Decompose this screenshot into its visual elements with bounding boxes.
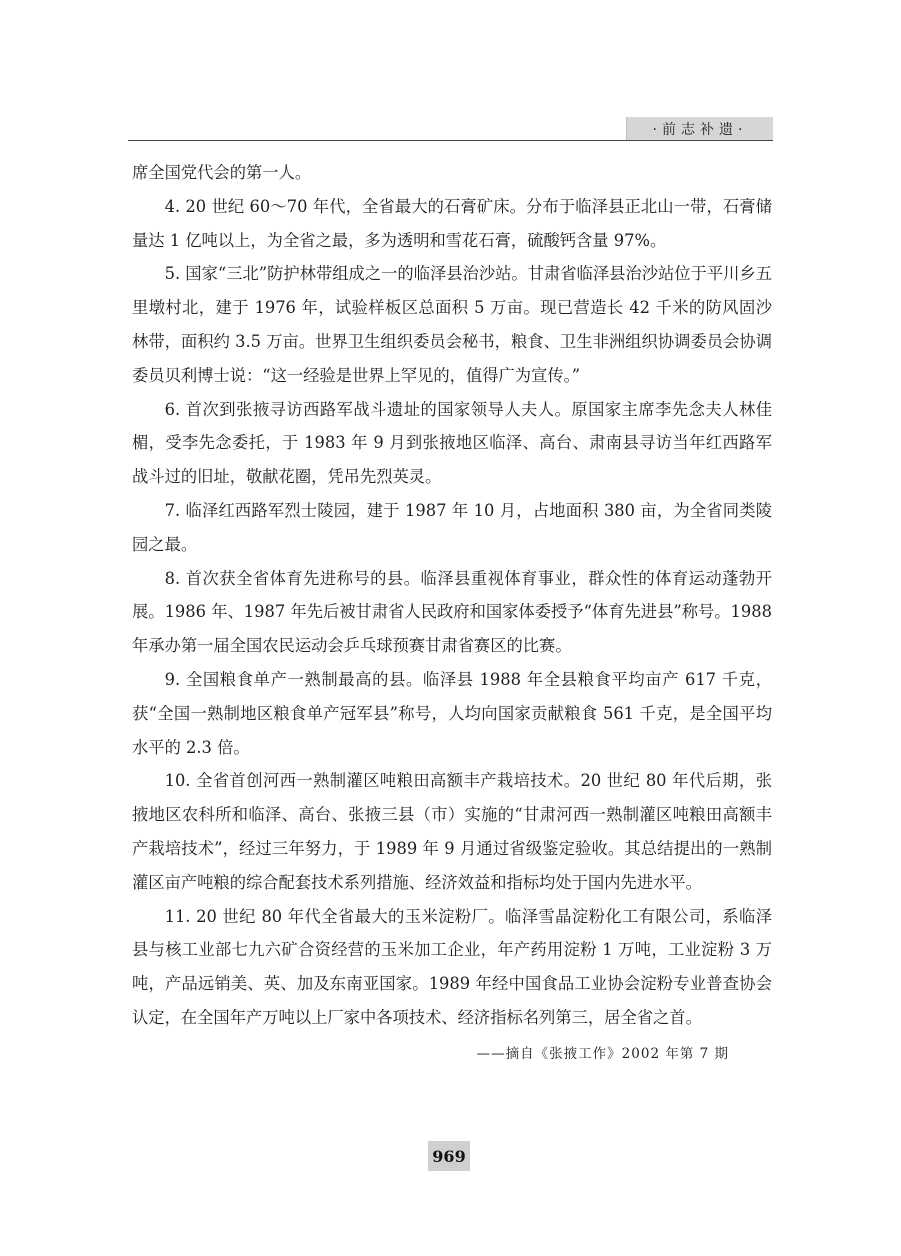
paragraph-item-7: 7. 临泽红西路军烈士陵园，建于 1987 年 10 月，占地面积 380 亩，为全省同类陵园之最。 — [132, 500, 772, 554]
paragraph-item-6: 6. 首次到张掖寻访西路军战斗遗址的国家领导人夫人。原国家主席李先念夫人林佳楣，受李先念委托，于 1983 年 9 月到张掖地区临泽、高台、肃南县寻访当年红西路军战斗过的旧址，敬献花圈，凭吊先烈英灵。 — [132, 399, 772, 487]
paragraph-item-10: 10. 全省首创河西一熟制灌区吨粮田高额丰产栽培技术。20 世纪 80 年代后期，张掖地区农科所和临泽、高台、张掖三县（市）实施的“甘肃河西一熟制灌区吨粮田高额丰产栽培技术”，经过三年努力，于 1989 年 9 月通过省级鉴定验收。其总结提出的一熟制灌区亩产吨粮的综合配套技术系列措施、经济效益和指标均处于国内先进水平。 — [132, 771, 772, 892]
paragraph-item-8: 8. 首次获全省体育先进称号的县。临泽县重视体育事业，群众性的体育运动蓬勃开展。1986 年、1987 年先后被甘肃省人民政府和国家体委授予“体育先进县”称号。1988 年承办第一届全国农民运动会乒乓球预赛甘肃省赛区的比赛。 — [132, 568, 772, 656]
paragraph-item-9: 9. 全国粮食单产一熟制最高的县。临泽县 1988 年全县粮食平均亩产 617 千克，获“全国一熟制地区粮食单产冠军县”称号，人均向国家贡献粮食 561 千克，是全国平均水平的 2.3 倍。 — [132, 669, 772, 757]
paragraph-item-5: 5. 国家“三北”防护林带组成之一的临泽县治沙站。甘肃省临泽县治沙站位于平川乡五里墩村北，建于 1976 年，试验样板区总面积 5 万亩。现已营造长 42 千米的防风固沙林带，面积约 3.5 万亩。世界卫生组织委员会秘书，粮食、卫生非洲组织协调委员会协调委员贝利博士说：“这一经验是世界上罕见的，值得广为宣传。” — [132, 264, 772, 385]
source-citation: ——摘自《张掖工作》2002 年第 7 期 — [476, 1046, 729, 1062]
page-number: 969 — [428, 1141, 470, 1171]
paragraph-continuation: 席全国党代会的第一人。 — [132, 163, 312, 182]
header-rule — [128, 140, 773, 141]
body-text — [132, 156, 772, 1035]
paragraph-item-11: 11. 20 世纪 80 年代全省最大的玉米淀粉厂。临泽雪晶淀粉化工有限公司，系临泽县与核工业部七九六矿合资经营的玉米加工企业，年产药用淀粉 1 万吨，工业淀粉 3 万吨，产品远销美、英、加及东南亚国家。1989 年经中国食品工业协会淀粉专业普查协会认定，在全国年产万吨以上厂家中各项技术、经济指标名列第三，居全省之首。 — [132, 906, 772, 1027]
section-title-tab: ·前志补遗· — [626, 117, 773, 140]
paragraph-item-4: 4. 20 世纪 60～70 年代，全省最大的石膏矿床。分布于临泽县正北山一带，石膏储量达 1 亿吨以上，为全省之最，多为透明和雪花石膏，硫酸钙含量 97%。 — [132, 196, 772, 250]
